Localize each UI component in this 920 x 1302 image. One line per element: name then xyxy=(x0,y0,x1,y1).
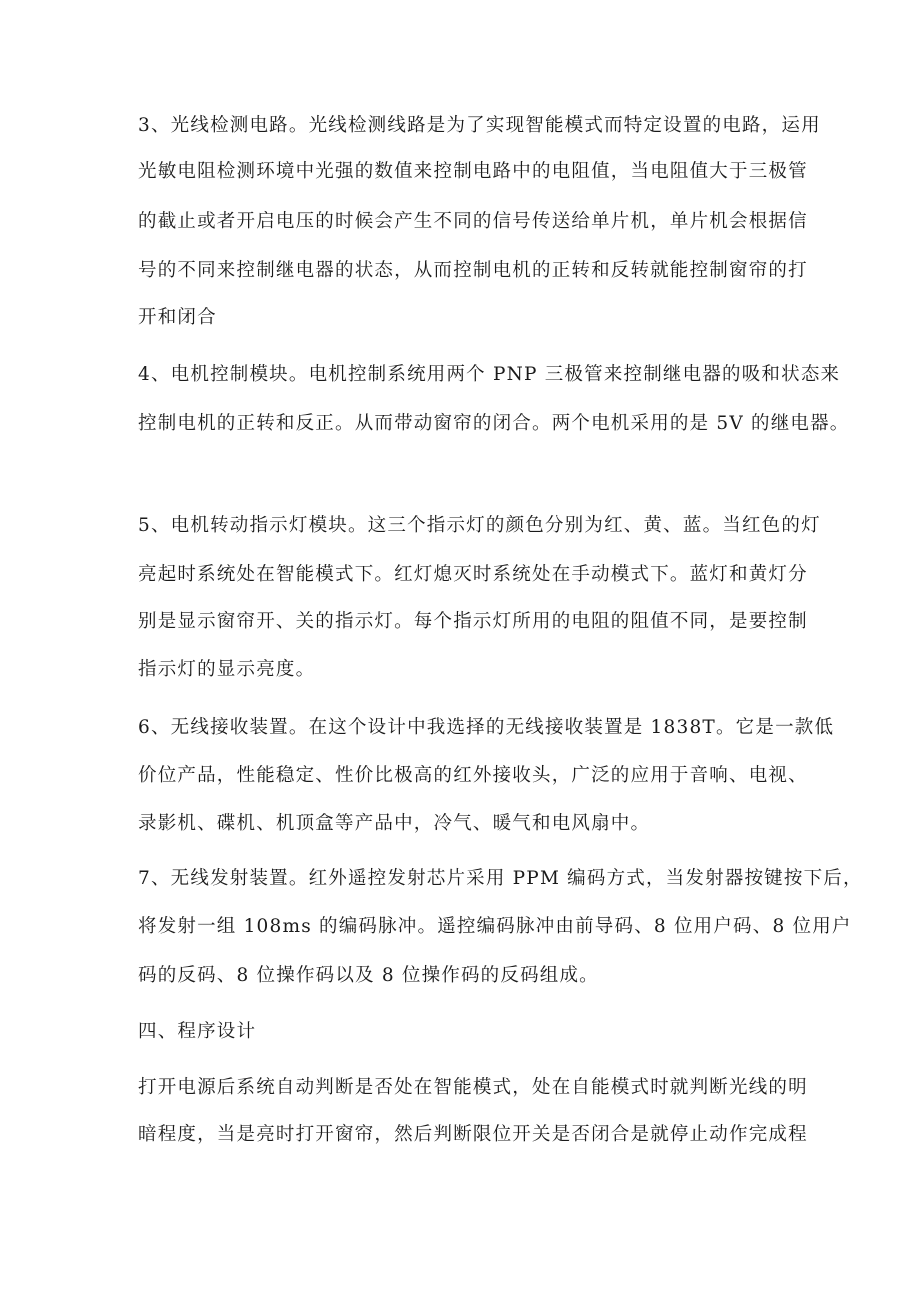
text-line: 暗程度，当是亮时打开窗帘，然后判断限位开关是否闭合是就停止动作完成程 xyxy=(138,1124,808,1145)
text-line: 号的不同来控制继电器的状态，从而控制电机的正转和反转就能控制窗帘的打 xyxy=(138,260,808,281)
text-line: 5、电机转动指示灯模块。这三个指示灯的颜色分别为红、黄、蓝。当红色的灯 xyxy=(138,515,821,536)
text-line: 录影机、碟机、机顶盒等产品中，冷气、暖气和电风扇中。 xyxy=(138,813,651,834)
text-line: 打开电源后系统自动判断是否处在智能模式，处在自能模式时就判断光线的明 xyxy=(138,1077,808,1098)
text-line: 6、无线接收装置。在这个设计中我选择的无线接收装置是 1838T。它是一款低 xyxy=(138,717,835,738)
text-line: 亮起时系统处在智能模式下。红灯熄灭时系统处在手动模式下。蓝灯和黄灯分 xyxy=(138,564,808,585)
text-line: 别是显示窗帘开、关的指示灯。每个指示灯所用的电阻的阻值不同，是要控制 xyxy=(138,611,808,632)
section-heading: 四、程序设计 xyxy=(138,1021,257,1042)
text-line: 码的反码、8 位操作码以及 8 位操作码的反码组成。 xyxy=(138,965,599,986)
text-line: 的截止或者开启电压的时候会产生不同的信号传送给单片机，单片机会根据信 xyxy=(138,211,808,232)
text-line: 7、无线发射装置。红外遥控发射芯片采用 PPM 编码方式，当发射器按键按下后， xyxy=(138,868,863,889)
text-line: 将发射一组 108ms 的编码脉冲。遥控编码脉冲由前导码、8 位用户码、8 位用户 xyxy=(138,916,852,937)
text-line: 价位产品，性能稳定、性价比极高的红外接收头，广泛的应用于音响、电视、 xyxy=(138,765,808,786)
text-line: 控制电机的正转和反正。从而带动窗帘的闭合。两个电机采用的是 5V 的继电器。 xyxy=(138,413,850,434)
text-line: 4、电机控制模块。电机控制系统用两个 PNP 三极管来控制继电器的吸和状态来 xyxy=(138,364,841,385)
text-line: 3、光线检测电路。光线检测线路是为了实现智能模式而特定设置的电路，运用 xyxy=(138,115,821,136)
text-line: 开和闭合 xyxy=(138,307,217,328)
text-line: 光敏电阻检测环境中光强的数值来控制电路中的电阻值，当电阻值大于三极管 xyxy=(138,161,808,182)
text-line: 指示灯的显示亮度。 xyxy=(138,659,316,680)
